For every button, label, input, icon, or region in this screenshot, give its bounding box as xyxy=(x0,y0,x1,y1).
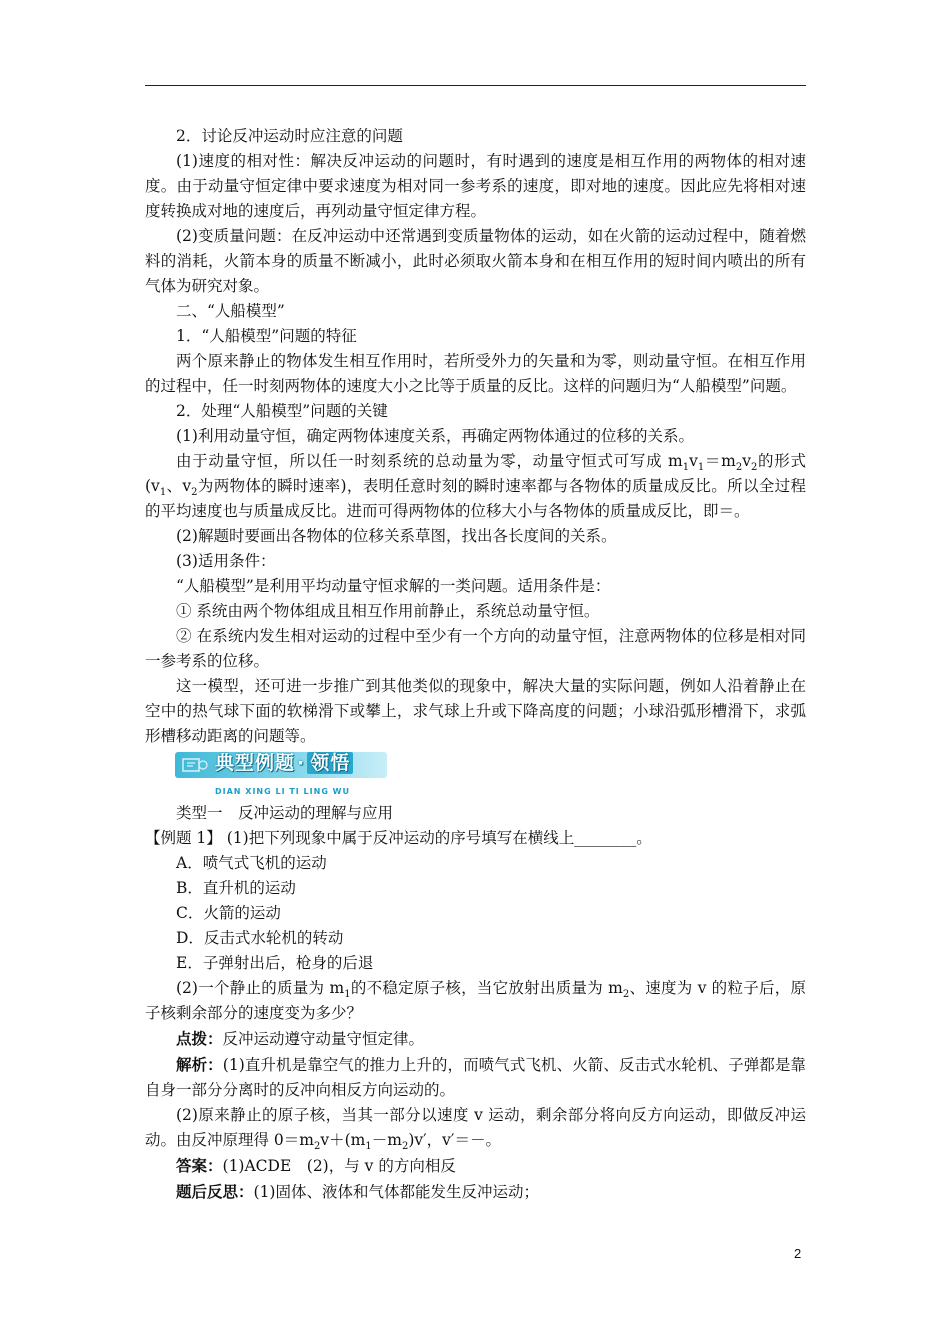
section-heading: 1．“人船模型”问题的特征 xyxy=(176,327,357,345)
section-heading: 2．处理“人船模型”问题的关键 xyxy=(176,402,388,420)
analysis-2: (2)原来静止的原子核，当其一部分以速度 v 运动，剩余部分将向反方向运动，即做反冲运动。由反冲原理得 $0=m_2v+(m_1-m_2)v'$，v′＝－。 xyxy=(145,1106,806,1153)
section-heading: 二、“人船模型” xyxy=(176,302,285,320)
example-type-heading: 类型一 反冲运动的理解与应用 xyxy=(176,804,394,822)
header-rule xyxy=(145,85,806,86)
banner-decoration-icon xyxy=(181,755,209,775)
analysis: 解析：(1)直升机是靠空气的推力上升的，而喷气式飞机、火箭、反击式水轮机、子弹都是靠自身一部分分离时的反冲向相反方向运动的。 xyxy=(145,1055,806,1099)
page-number: 2 xyxy=(794,1246,802,1261)
paragraph: (2)变质量问题：在反冲运动中还常遇到变质量物体的运动，如在火箭的运动过程中，随着燃料的消耗，火箭本身的质量不断减小，此时必须取火箭本身和在相互作用的短时间内喷出的所有气体为研究对象。 xyxy=(145,227,806,295)
paragraph: 这一模型，还可进一步推广到其他类似的现象中，解决大量的实际问题，例如人沿着静止在空中的热气球下面的软梯滑下或攀上，求气球上升或下降高度的问题；小球沿弧形槽滑下，求弧形槽移动距离的问题等。 xyxy=(145,677,806,745)
paragraph: (1)利用动量守恒，确定两物体速度关系，再确定两物体通过的位移的关系。 xyxy=(176,427,694,445)
document-body xyxy=(145,124,806,1205)
banner-subtitle: DIAN XING LI TI LING WU xyxy=(215,787,350,796)
section-heading: 2．讨论反冲运动时应注意的问题 xyxy=(176,127,403,145)
paragraph: (3)适用条件： xyxy=(176,552,276,570)
option-e: E．子弹射出后，枪身的后退 xyxy=(176,954,374,972)
condition-item: ① 系统由两个物体组成且相互作用前静止，系统总动量守恒。 xyxy=(176,602,600,620)
section-banner xyxy=(175,749,395,796)
example-question-2: (2)一个静止的质量为 $m_1$的不稳定原子核，当它放射出质量为 $m_2$、速度为 v 的粒子后，原子核剩余部分的速度变为多少？ xyxy=(145,979,806,1022)
banner-title: 典型例题 · 领悟 xyxy=(215,751,353,776)
paragraph: (2)解题时要画出各物体的位移关系草图，找出各长度间的关系。 xyxy=(176,527,617,545)
option-a: A．喷气式飞机的运动 xyxy=(176,854,327,872)
condition-item: ② 在系统内发生相对运动的过程中至少有一个方向的动量守恒，注意两物体的位移是相对同一参考系的位移。 xyxy=(145,627,806,670)
paragraph: (1)速度的相对性：解决反冲运动的问题时，有时遇到的速度是相互作用的两物体的相对速度。由于动量守恒定律中要求速度为相对同一参考系的速度，即对地的速度。因此应先将相对速度转换成对地的速度后，再列动量守恒定律方程。 xyxy=(145,152,806,220)
example-question: 【例题 1】 (1)把下列现象中属于反冲运动的序号填写在横线上________。 xyxy=(145,829,652,847)
paragraph: “人船模型”是利用平均动量守恒求解的一类问题。适用条件是： xyxy=(176,577,611,595)
paragraph: 两个原来静止的物体发生相互作用时，若所受外力的矢量和为零，则动量守恒。在相互作用的过程中，任一时刻两物体的速度大小之比等于质量的反比。这样的问题归为“人船模型”问题。 xyxy=(145,352,806,395)
option-b: B．直升机的运动 xyxy=(176,879,296,897)
paragraph-formula: 由于动量守恒，所以任一时刻系统的总动量为零，动量守恒式可写成 $m_1v_1=m_2v_2$的形式($v_1$、$v_2$为两物体的瞬时速率)，表明任意时刻的瞬时速率都与各物体的质量成反比。所以全过程的平均速度也与质量成反比。进而可得两物体的位移大小与各物体的质量成反比，即＝。 xyxy=(145,452,806,520)
hint: 点拨：反冲运动遵守动量守恒定律。 xyxy=(176,1029,425,1048)
option-c: C．火箭的运动 xyxy=(176,904,281,922)
reflection: 题后反思：(1)固体、液体和气体都能发生反冲运动； xyxy=(176,1182,539,1201)
answer: 答案：(1)ACDE (2)，与 v 的方向相反 xyxy=(176,1156,456,1175)
option-d: D．反击式水轮机的转动 xyxy=(176,929,344,947)
